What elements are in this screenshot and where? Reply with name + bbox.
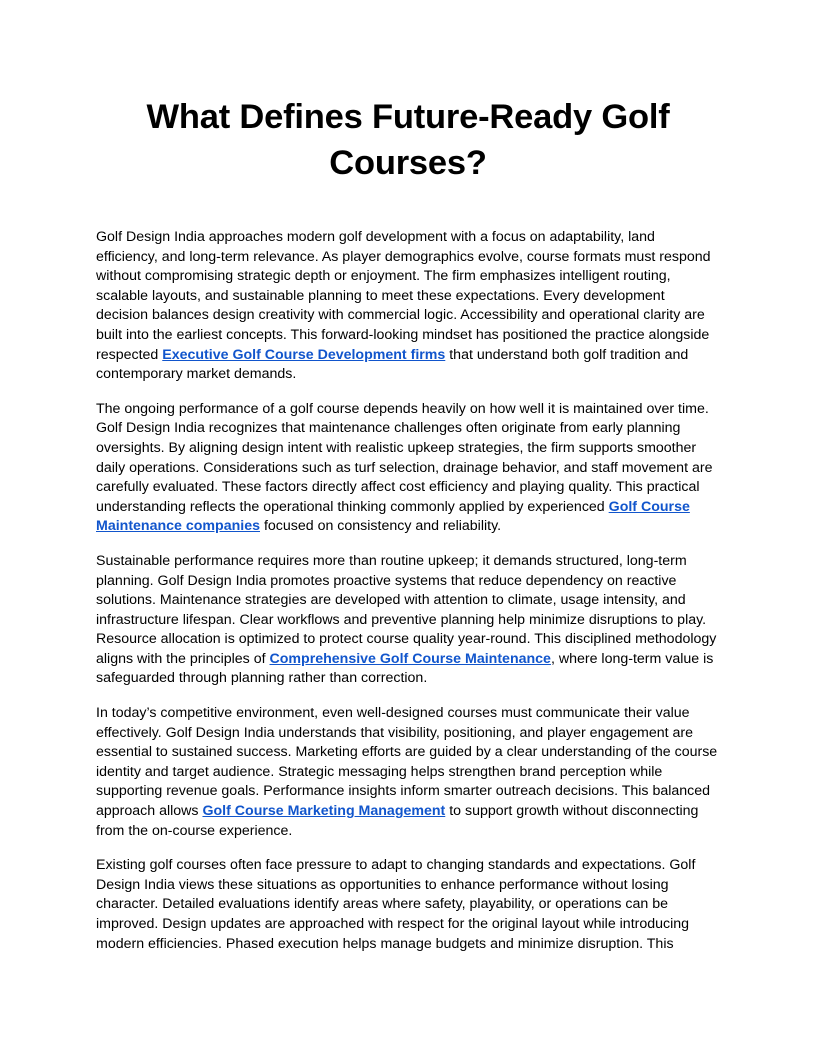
paragraph-text: focused on consistency and reliability. [260, 518, 502, 535]
comprehensive-golf-course-maintenance-link[interactable]: Comprehensive Golf Course Maintenance [269, 650, 551, 667]
paragraph-development [96, 228, 720, 385]
document-body [96, 228, 720, 954]
paragraph-text: Sustainable performance requires more than routine upkeep; it demands structured, long-term planning. Golf Design India promotes proactive systems that reduce dependency on reactive solutions. Maintenance strategies are developed with attention to climate, usage intensity, and infrastructure lifespan. Clear workflows and preventive planning help minimize disruptions to play. Resource allocation is optimized to protect course quality year-round. This disciplined methodology aligns with the principles of [96, 552, 717, 667]
paragraph-text: In today’s competitive environment, even well-designed courses must communicate their value effectively. Golf Design India understands that visibility, positioning, and player engagement are essential to sustained success. Marketing efforts are guided by a clear understanding of the course identity and target audience. Strategic messaging helps strengthen brand perception while supporting revenue goals. Performance insights inform smarter outreach decisions. This balanced approach allows [96, 705, 718, 820]
paragraph-text: Existing golf courses often face pressure to adapt to changing standards and expectations. Golf Design India views these situations as opportunities to enhance performance without losing character. Detailed evaluations identify areas where safety, playability, or operations can be improved. Design updates are approached with respect for the original layout while introducing modern efficiencies. Phased execution helps manage budgets and minimize disruption. This [96, 857, 696, 952]
paragraph-maintenance [96, 400, 720, 537]
paragraph-text: that understand both golf tradition and contemporary market demands. [96, 346, 689, 383]
paragraph-renovation [96, 856, 720, 954]
golf-course-maintenance-companies-link[interactable]: Golf Course Maintenance companies [96, 498, 690, 535]
golf-course-marketing-management-link[interactable]: Golf Course Marketing Management [202, 803, 446, 820]
paragraph-marketing [96, 704, 720, 841]
executive-golf-course-development-link[interactable]: Executive Golf Course Development firms [162, 346, 446, 363]
paragraph-text: to support growth without disconnecting from the on-course experience. [96, 803, 699, 839]
document-title: What Defines Future-Ready Golf Courses? [146, 98, 670, 182]
paragraph-text: , where long-term value is safeguarded through planning rather than correction. [96, 650, 714, 687]
paragraph-text: The ongoing performance of a golf course depends heavily on how well it is maintained over time. Golf Design India recognizes that maintenance challenges often originate from early planning oversights. By aligning design intent with realistic upkeep strategies, the firm supports smoother daily operations. Considerations such as turf selection, drainage behavior, and staff movement are carefully evaluated. These factors directly affect cost efficiency and playing quality. This practical understanding reflects the operational thinking commonly applied by experienced [96, 400, 713, 515]
paragraph-text: Golf Design India approaches modern golf development with a focus on adaptability, land efficiency, and long-term relevance. As player demographics evolve, course formats must respond without compromising strategic depth or enjoyment. The firm emphasizes intelligent routing, scalable layouts, and sustainable planning to meet these expectations. Every development decision balances design creativity with commercial logic. Accessibility and operational clarity are built into the earliest concepts. This forward-looking mindset has positioned the practice alongside respected [96, 229, 711, 363]
document-page [96, 94, 720, 969]
paragraph-sustainable [96, 552, 720, 689]
